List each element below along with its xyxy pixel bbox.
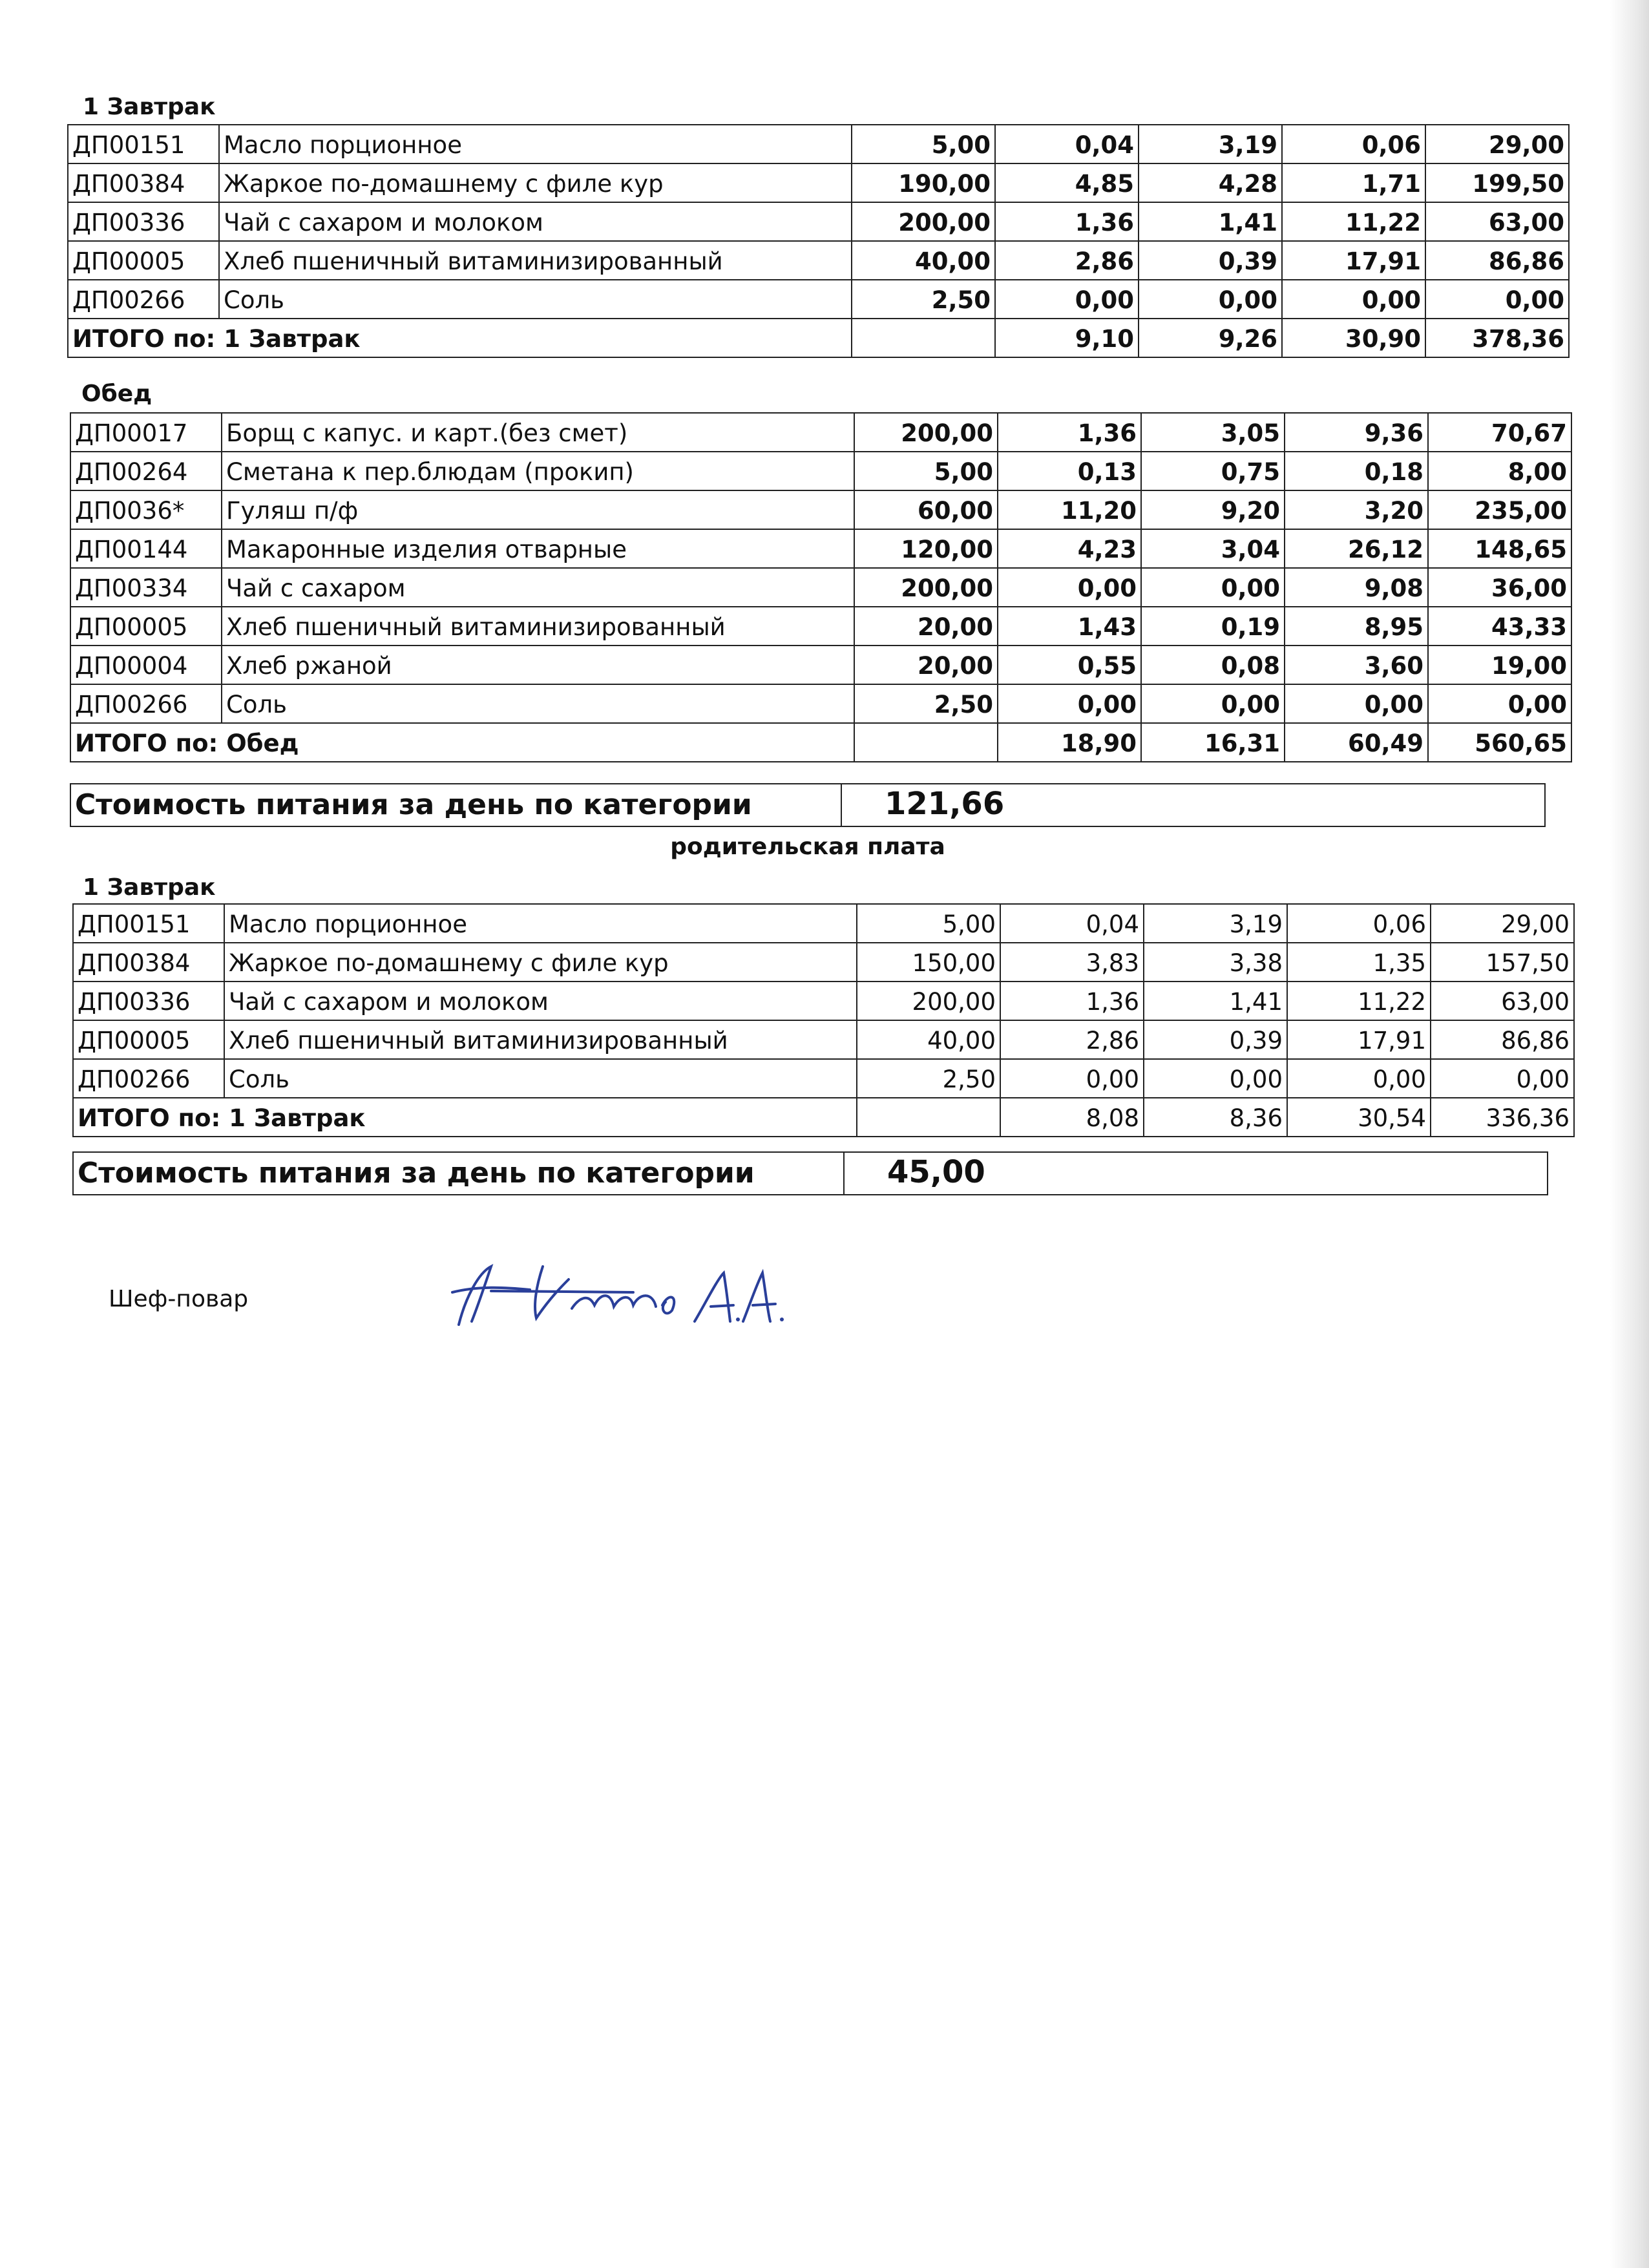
breakfast-table-parent <box>72 903 1575 1137</box>
dish-code: ДП00151 <box>73 904 224 943</box>
dish-code: ДП00266 <box>70 684 222 723</box>
lunch-table-body <box>70 413 1571 762</box>
portion-value: 200,00 <box>854 568 998 607</box>
portion-value: 40,00 <box>852 241 995 280</box>
carbs-value: 11,22 <box>1282 202 1425 241</box>
carbs-value: 0,00 <box>1282 280 1425 319</box>
total-carbs-value: 30,54 <box>1287 1098 1431 1137</box>
portion-value: 120,00 <box>854 529 998 568</box>
kcal-value: 0,00 <box>1425 280 1569 319</box>
table-row <box>73 1020 1574 1059</box>
table-row <box>68 241 1569 280</box>
dish-code: ДП00336 <box>68 202 219 241</box>
table-row <box>70 529 1571 568</box>
category-title: родительская плата <box>670 834 945 860</box>
total-label: ИТОГО по: Обед <box>70 723 854 762</box>
total-kcal-value: 560,65 <box>1428 723 1571 762</box>
dish-name: Жаркое по-домашнему с филе кур <box>219 163 852 202</box>
dish-name: Соль <box>222 684 854 723</box>
protein-value: 0,04 <box>995 125 1139 163</box>
table-row <box>70 452 1571 490</box>
portion-value: 200,00 <box>852 202 995 241</box>
dish-name: Соль <box>219 280 852 319</box>
total-carbs-value: 60,49 <box>1285 723 1428 762</box>
fat-value: 0,39 <box>1139 241 1282 280</box>
dish-code: ДП00005 <box>68 241 219 280</box>
total-carbs-value: 30,90 <box>1282 319 1425 357</box>
breakfast-table-body <box>68 125 1569 357</box>
fat-value: 9,20 <box>1141 490 1285 529</box>
scan-edge-shadow <box>1610 0 1649 2268</box>
fat-value: 3,04 <box>1141 529 1285 568</box>
total-row <box>68 319 1569 357</box>
protein-value: 2,86 <box>995 241 1139 280</box>
fat-value: 0,75 <box>1141 452 1285 490</box>
kcal-value: 63,00 <box>1425 202 1569 241</box>
table-row <box>70 568 1571 607</box>
protein-value: 0,00 <box>995 280 1139 319</box>
protein-value: 4,85 <box>995 163 1139 202</box>
dish-name: Чай с сахаром и молоком <box>224 982 857 1020</box>
table-row <box>68 280 1569 319</box>
fat-value: 3,38 <box>1144 943 1287 982</box>
table-row <box>70 684 1571 723</box>
chef-signature <box>439 1247 801 1338</box>
protein-value: 0,13 <box>998 452 1141 490</box>
dish-code: ДП00151 <box>68 125 219 163</box>
dish-name: Борщ с капус. и карт.(без смет) <box>222 413 854 452</box>
portion-value: 5,00 <box>854 452 998 490</box>
carbs-value: 1,71 <box>1282 163 1425 202</box>
fat-value: 0,08 <box>1141 646 1285 684</box>
dish-code: ДП00266 <box>68 280 219 319</box>
total-kcal-value: 336,36 <box>1431 1098 1574 1137</box>
total-portion-empty <box>854 723 998 762</box>
portion-value: 150,00 <box>857 943 1000 982</box>
kcal-value: 235,00 <box>1428 490 1571 529</box>
portion-value: 5,00 <box>857 904 1000 943</box>
total-fat-value: 9,26 <box>1139 319 1282 357</box>
protein-value: 0,04 <box>1000 904 1144 943</box>
kcal-value: 86,86 <box>1431 1020 1574 1059</box>
dish-name: Сметана к пер.блюдам (прокип) <box>222 452 854 490</box>
dish-name: Жаркое по-домашнему с филе кур <box>224 943 857 982</box>
table-row <box>73 904 1574 943</box>
total-kcal-value: 378,36 <box>1425 319 1569 357</box>
protein-value: 1,36 <box>995 202 1139 241</box>
dish-name: Хлеб пшеничный витаминизированный <box>222 607 854 646</box>
carbs-value: 1,35 <box>1287 943 1431 982</box>
table-row <box>68 202 1569 241</box>
carbs-value: 3,60 <box>1285 646 1428 684</box>
portion-value: 200,00 <box>854 413 998 452</box>
table-row <box>70 490 1571 529</box>
breakfast-table-parent-body <box>73 904 1574 1137</box>
fat-value: 1,41 <box>1139 202 1282 241</box>
fat-value: 0,39 <box>1144 1020 1287 1059</box>
protein-value: 2,86 <box>1000 1020 1144 1059</box>
carbs-value: 26,12 <box>1285 529 1428 568</box>
breakfast-title-parent: 1 Завтрак <box>83 874 216 901</box>
kcal-value: 0,00 <box>1431 1059 1574 1098</box>
protein-value: 1,43 <box>998 607 1141 646</box>
dish-code: ДП0036* <box>70 490 222 529</box>
fat-value: 0,19 <box>1141 607 1285 646</box>
dish-name: Хлеб пшеничный витаминизированный <box>219 241 852 280</box>
dish-code: ДП00384 <box>73 943 224 982</box>
fat-value: 3,05 <box>1141 413 1285 452</box>
lunch-title: Обед <box>81 381 152 407</box>
dish-code: ДП00264 <box>70 452 222 490</box>
dish-code: ДП00017 <box>70 413 222 452</box>
dish-code: ДП00144 <box>70 529 222 568</box>
dish-name: Хлеб ржаной <box>222 646 854 684</box>
breakfast-title: 1 Завтрак <box>83 94 216 120</box>
portion-value: 2,50 <box>857 1059 1000 1098</box>
fat-value: 0,00 <box>1144 1059 1287 1098</box>
protein-value: 3,83 <box>1000 943 1144 982</box>
carbs-value: 0,06 <box>1287 904 1431 943</box>
portion-value: 40,00 <box>857 1020 1000 1059</box>
protein-value: 0,55 <box>998 646 1141 684</box>
kcal-value: 148,65 <box>1428 529 1571 568</box>
table-row <box>70 413 1571 452</box>
chef-label: Шеф-повар <box>109 1286 249 1312</box>
daily-cost-label: Стоимость питания за день по категории <box>71 784 842 826</box>
protein-value: 0,00 <box>998 568 1141 607</box>
portion-value: 2,50 <box>854 684 998 723</box>
daily-cost-label-parent: Стоимость питания за день по категории <box>74 1153 845 1194</box>
portion-value: 190,00 <box>852 163 995 202</box>
carbs-value: 17,91 <box>1282 241 1425 280</box>
dish-name: Макаронные изделия отварные <box>222 529 854 568</box>
portion-value: 20,00 <box>854 607 998 646</box>
kcal-value: 19,00 <box>1428 646 1571 684</box>
carbs-value: 0,06 <box>1282 125 1425 163</box>
dish-code: ДП00334 <box>70 568 222 607</box>
table-row <box>70 646 1571 684</box>
fat-value: 3,19 <box>1139 125 1282 163</box>
protein-value: 4,23 <box>998 529 1141 568</box>
table-row <box>73 943 1574 982</box>
carbs-value: 8,95 <box>1285 607 1428 646</box>
protein-value: 1,36 <box>998 413 1141 452</box>
dish-code: ДП00336 <box>73 982 224 1020</box>
kcal-value: 0,00 <box>1428 684 1571 723</box>
lunch-table <box>70 412 1572 762</box>
portion-value: 2,50 <box>852 280 995 319</box>
kcal-value: 70,67 <box>1428 413 1571 452</box>
dish-name: Соль <box>224 1059 857 1098</box>
total-fat-value: 16,31 <box>1141 723 1285 762</box>
dish-code: ДП00266 <box>73 1059 224 1098</box>
total-fat-value: 8,36 <box>1144 1098 1287 1137</box>
dish-code: ДП00005 <box>70 607 222 646</box>
kcal-value: 157,50 <box>1431 943 1574 982</box>
dish-code: ДП00384 <box>68 163 219 202</box>
dish-name: Хлеб пшеничный витаминизированный <box>224 1020 857 1059</box>
carbs-value: 0,00 <box>1287 1059 1431 1098</box>
kcal-value: 36,00 <box>1428 568 1571 607</box>
total-portion-empty <box>852 319 995 357</box>
daily-cost-row-parent <box>72 1151 1548 1195</box>
carbs-value: 11,22 <box>1287 982 1431 1020</box>
carbs-value: 0,18 <box>1285 452 1428 490</box>
portion-value: 200,00 <box>857 982 1000 1020</box>
carbs-value: 0,00 <box>1285 684 1428 723</box>
table-row <box>73 1059 1574 1098</box>
kcal-value: 86,86 <box>1425 241 1569 280</box>
dish-name: Гуляш п/ф <box>222 490 854 529</box>
dish-name: Чай с сахаром <box>222 568 854 607</box>
daily-cost-value-parent: 45,00 <box>887 1154 985 1190</box>
table-row <box>68 125 1569 163</box>
portion-value: 5,00 <box>852 125 995 163</box>
total-protein-value: 18,90 <box>998 723 1141 762</box>
protein-value: 11,20 <box>998 490 1141 529</box>
dish-code: ДП00004 <box>70 646 222 684</box>
daily-cost-value: 121,66 <box>885 786 1005 822</box>
carbs-value: 9,36 <box>1285 413 1428 452</box>
fat-value: 0,00 <box>1141 568 1285 607</box>
fat-value: 0,00 <box>1141 684 1285 723</box>
kcal-value: 8,00 <box>1428 452 1571 490</box>
fat-value: 1,41 <box>1144 982 1287 1020</box>
table-row <box>73 982 1574 1020</box>
dish-name: Масло порционное <box>224 904 857 943</box>
kcal-value: 43,33 <box>1428 607 1571 646</box>
total-row <box>73 1098 1574 1137</box>
fat-value: 3,19 <box>1144 904 1287 943</box>
table-row <box>68 163 1569 202</box>
kcal-value: 199,50 <box>1425 163 1569 202</box>
kcal-value: 29,00 <box>1431 904 1574 943</box>
protein-value: 0,00 <box>998 684 1141 723</box>
dish-name: Чай с сахаром и молоком <box>219 202 852 241</box>
kcal-value: 63,00 <box>1431 982 1574 1020</box>
daily-cost-row <box>70 783 1546 827</box>
total-protein-value: 8,08 <box>1000 1098 1144 1137</box>
carbs-value: 9,08 <box>1285 568 1428 607</box>
protein-value: 1,36 <box>1000 982 1144 1020</box>
total-row <box>70 723 1571 762</box>
kcal-value: 29,00 <box>1425 125 1569 163</box>
dish-name: Масло порционное <box>219 125 852 163</box>
breakfast-table <box>67 124 1570 358</box>
portion-value: 60,00 <box>854 490 998 529</box>
total-portion-empty <box>857 1098 1000 1137</box>
protein-value: 0,00 <box>1000 1059 1144 1098</box>
fat-value: 4,28 <box>1139 163 1282 202</box>
total-protein-value: 9,10 <box>995 319 1139 357</box>
carbs-value: 17,91 <box>1287 1020 1431 1059</box>
dish-code: ДП00005 <box>73 1020 224 1059</box>
carbs-value: 3,20 <box>1285 490 1428 529</box>
table-row <box>70 607 1571 646</box>
total-label: ИТОГО по: 1 Завтрак <box>68 319 852 357</box>
portion-value: 20,00 <box>854 646 998 684</box>
total-label: ИТОГО по: 1 Завтрак <box>73 1098 857 1137</box>
fat-value: 0,00 <box>1139 280 1282 319</box>
